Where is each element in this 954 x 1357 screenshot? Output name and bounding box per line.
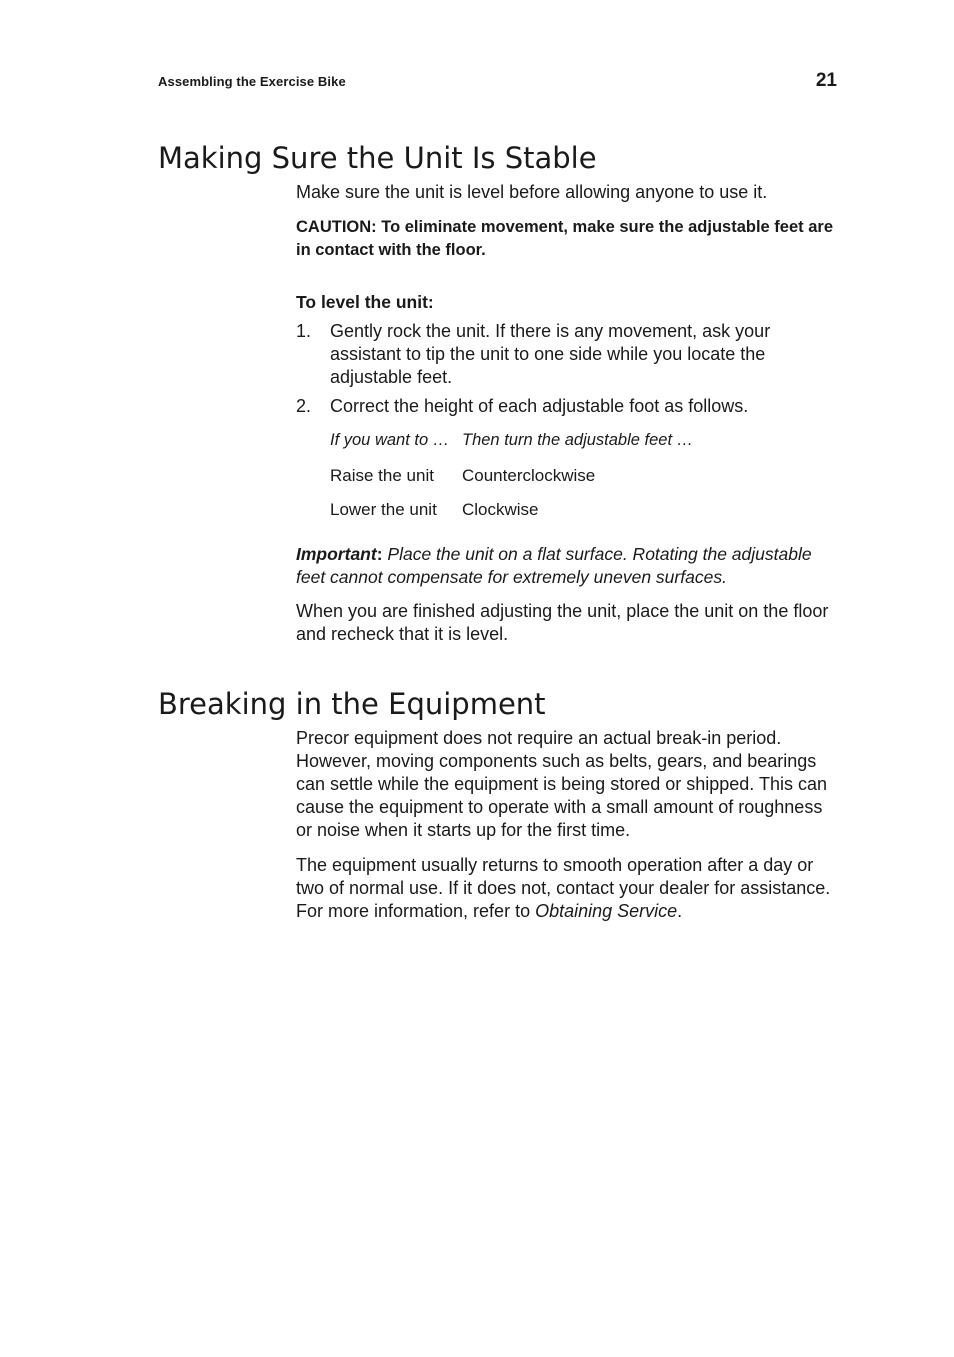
- table-cell: Counterclockwise: [462, 466, 596, 485]
- important-label: Important: [296, 544, 377, 564]
- table-row: [330, 498, 693, 521]
- table-header-row: [330, 429, 693, 464]
- running-head: Assembling the Exercise Bike: [158, 74, 346, 89]
- step-text: Correct the height of each adjustable foot as follows.: [330, 396, 749, 416]
- section-body: [296, 727, 840, 923]
- list-item: [296, 395, 840, 418]
- important-colon: :: [376, 544, 383, 564]
- section-title: Breaking in the Equipment: [158, 687, 546, 721]
- section-title: Making Sure the Unit Is Stable: [158, 141, 597, 175]
- caution-note: CAUTION: To eliminate movement, make sure the adjustable feet are in contact with the floor.: [296, 218, 834, 259]
- intro-paragraph: Make sure the unit is level before allowing anyone to use it.: [296, 182, 768, 202]
- list-item: [296, 320, 840, 389]
- table-cell: Lower the unit: [330, 500, 437, 519]
- step-number: 1.: [296, 321, 312, 341]
- important-note: [296, 543, 840, 589]
- table-row: [330, 464, 693, 498]
- section-body: [296, 181, 840, 646]
- procedure-heading: To level the unit:: [296, 292, 434, 312]
- closing-paragraph: When you are finished adjusting the unit, place the unit on the floor and recheck that it is level.: [296, 601, 829, 644]
- table-header: Then turn the adjustable feet …: [462, 431, 694, 449]
- table-header: If you want to …: [330, 431, 450, 449]
- service-text: The equipment usually returns to smooth operation after a day or two of normal use. If it does not, contact your dealer for assistance. For more information, refer to: [296, 855, 831, 921]
- page-number: 21: [815, 70, 837, 91]
- service-paragraph: [296, 854, 840, 923]
- important-text: Place the unit on a flat surface. Rotating the adjustable feet cannot compensate for extremely uneven surfaces.: [296, 544, 812, 587]
- table-cell: Raise the unit: [330, 466, 434, 485]
- obtaining-service-reference: Obtaining Service: [535, 901, 678, 921]
- section-break-in: [158, 686, 838, 923]
- service-text-end: .: [677, 901, 683, 921]
- step-number: 2.: [296, 396, 312, 416]
- section-stable: [158, 140, 838, 646]
- table-cell: Clockwise: [462, 500, 539, 519]
- steps-list: [296, 320, 840, 418]
- break-in-paragraph: Precor equipment does not require an actual break-in period. However, moving components such as belts, gears, and bearings can settle while the equipment is being stored or shipped. This can cause the equipment to operate with a small amount of roughness or noise when it starts up for the first time.: [296, 728, 827, 840]
- adjustment-table: [330, 429, 693, 521]
- step-text: Gently rock the unit. If there is any movement, ask your assistant to tip the unit to one side while you locate the adjustable feet.: [330, 321, 771, 387]
